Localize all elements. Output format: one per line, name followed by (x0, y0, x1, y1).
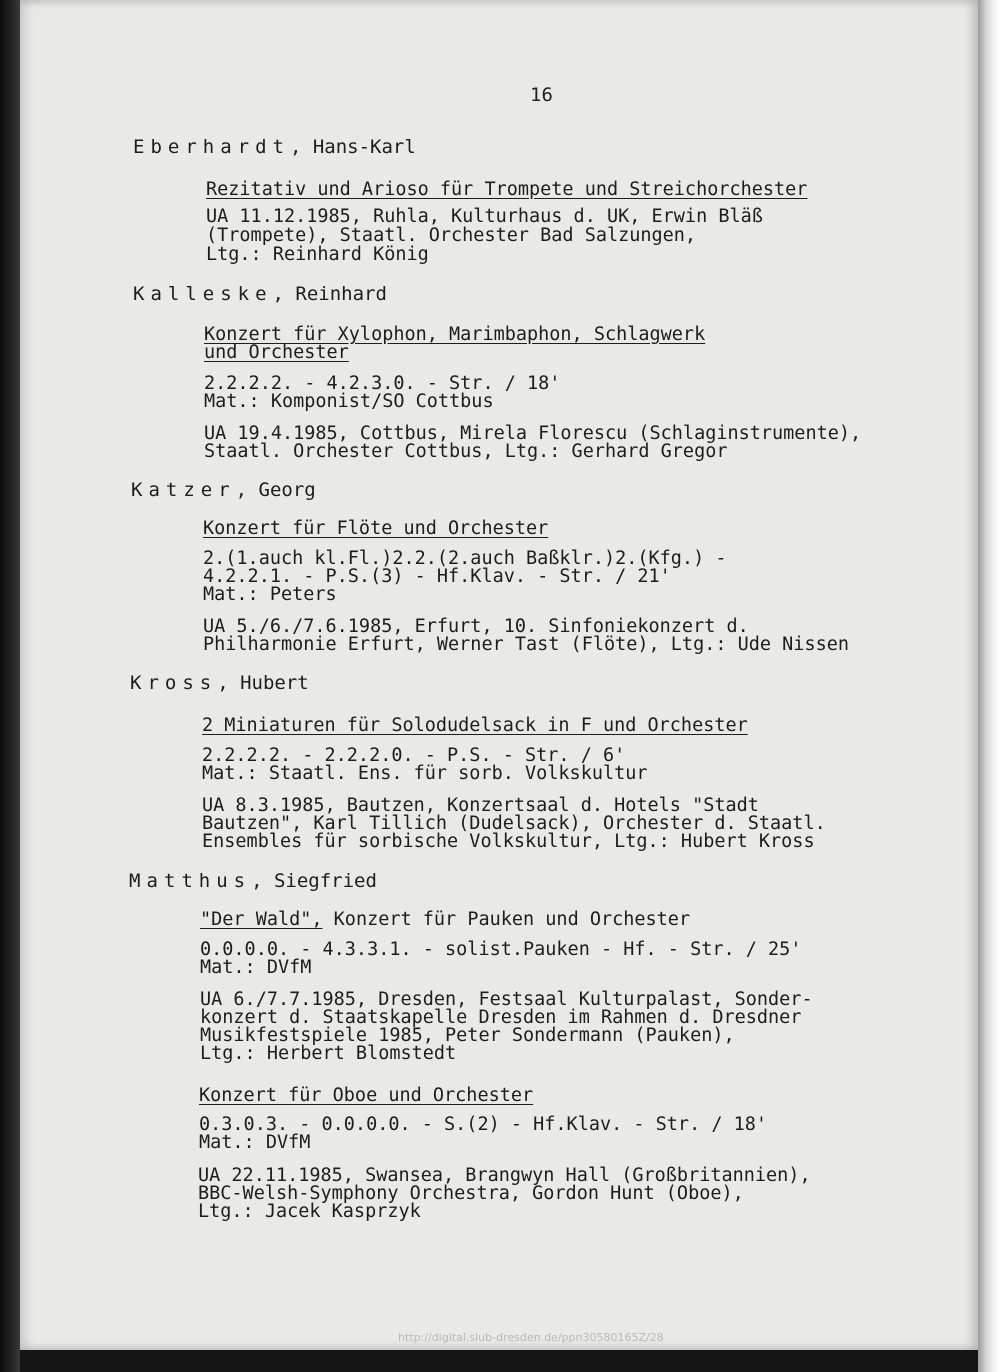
work-title-line: und Orchester (204, 342, 349, 363)
premiere-line: konzert d. Staatskapelle Dresden im Rahmen d. Dresdner (200, 1007, 802, 1028)
premiere-line: Musikfestspiele 1985, Peter Sondermann (Pauken), (200, 1025, 735, 1046)
composer-eberhardt (133, 136, 416, 158)
premiere-line: Ensembles für sorbische Volkskultur, Ltg.: Hubert Kross (202, 831, 815, 852)
composer-given-name: , Hans-Karl (289, 136, 416, 158)
composer-surname: Kalleske (133, 283, 273, 305)
composer-given-name: , Siegfried (251, 870, 377, 892)
premiere-line: BBC-Welsh-Symphony Orchestra, Gordon Hunt (Oboe), (198, 1183, 744, 1204)
composer-given-name: , Georg (235, 479, 316, 501)
material-line: Mat.: DVfM (200, 957, 312, 978)
instrumentation-line: 2.(1.auch kl.Fl.)2.2.(2.auch Baßklr.)2.(Kfg.) - (203, 548, 727, 569)
premiere-line: (Trompete), Staatl. Orchester Bad Salzungen, (206, 225, 697, 246)
composer-kross (130, 672, 309, 694)
instrumentation-line: 2.2.2.2. - 4.2.3.0. - Str. / 18' (204, 373, 561, 394)
work-title: Konzert für Flöte und Orchester (203, 518, 549, 539)
composer-katzer (131, 479, 316, 501)
composer-given-name: , Hubert (217, 672, 309, 694)
work-title: Rezitativ und Arioso für Trompete und Streichorchester (206, 179, 808, 200)
premiere-line: Ltg.: Reinhard König (206, 244, 429, 265)
premiere-line: UA 11.12.1985, Ruhla, Kulturhaus d. UK, Erwin Bläß (206, 206, 763, 227)
instrumentation-line: 2.2.2.2. - 2.2.2.0. - P.S. - Str. / 6' (202, 745, 626, 766)
material-line: Mat.: Staatl. Ens. für sorb. Volkskultur (202, 763, 648, 784)
premiere-line: UA 6./7.7.1985, Dresden, Festsaal Kulturpalast, Sonder- (200, 989, 813, 1010)
composer-surname: Eberhardt (133, 136, 290, 158)
composer-surname: Kross (130, 672, 218, 694)
premiere-line: UA 22.11.1985, Swansea, Brangwyn Hall (Großbritannien), (198, 1165, 811, 1186)
page-number: 16 (530, 84, 553, 106)
work-title-line: Konzert für Xylophon, Marimbaphon, Schlagwerk (204, 324, 706, 345)
material-line: Mat.: Komponist/SO Cottbus (204, 391, 494, 412)
book-binding (0, 0, 20, 1372)
composer-surname: Katzer (131, 479, 236, 501)
work-title-rest: Konzert für Pauken und Orchester (322, 909, 691, 930)
premiere-line: UA 19.4.1985, Cottbus, Mirela Florescu (Schlaginstrumente), (204, 423, 862, 444)
work-title-underlined: "Der Wald", (200, 909, 323, 930)
premiere-line: Ltg.: Herbert Blomstedt (200, 1043, 457, 1064)
work-title (200, 909, 690, 930)
composer-matthus (129, 870, 377, 892)
composer-surname: Matthus (129, 870, 252, 892)
premiere-line: UA 8.3.1985, Bautzen, Konzertsaal d. Hotels "Stadt (202, 795, 759, 816)
footer-url: http://digital.slub-dresden.de/ppn30580165Z/28 (398, 1331, 664, 1344)
composer-given-name: , Reinhard (272, 283, 387, 305)
instrumentation-line: 0.0.0.0. - 4.3.3.1. - solist.Pauken - Hf. - Str. / 25' (200, 939, 802, 960)
premiere-line: UA 5./6./7.6.1985, Erfurt, 10. Sinfoniekonzert d. (203, 616, 749, 637)
premiere-line: Ltg.: Jacek Kasprzyk (198, 1201, 421, 1222)
scan-border (20, 1350, 978, 1372)
work-title: Konzert für Oboe und Orchester (199, 1085, 534, 1106)
material-line: Mat.: DVfM (199, 1132, 311, 1153)
composer-kalleske (133, 283, 387, 305)
instrumentation-line: 0.3.0.3. - 0.0.0.0. - S.(2) - Hf.Klav. - Str. / 18' (199, 1114, 768, 1135)
page-edge (978, 0, 1000, 1372)
instrumentation-line: 4.2.2.1. - P.S.(3) - Hf.Klav. - Str. / 21' (203, 566, 671, 587)
premiere-line: Staatl. Orchester Cottbus, Ltg.: Gerhard Gregor (204, 441, 728, 462)
work-title: 2 Miniaturen für Solodudelsack in F und Orchester (202, 715, 748, 736)
premiere-line: Bautzen", Karl Tillich (Dudelsack), Orchester d. Staatl. (202, 813, 826, 834)
material-line: Mat.: Peters (203, 584, 337, 605)
premiere-line: Philharmonie Erfurt, Werner Tast (Flöte), Ltg.: Ude Nissen (203, 634, 850, 655)
